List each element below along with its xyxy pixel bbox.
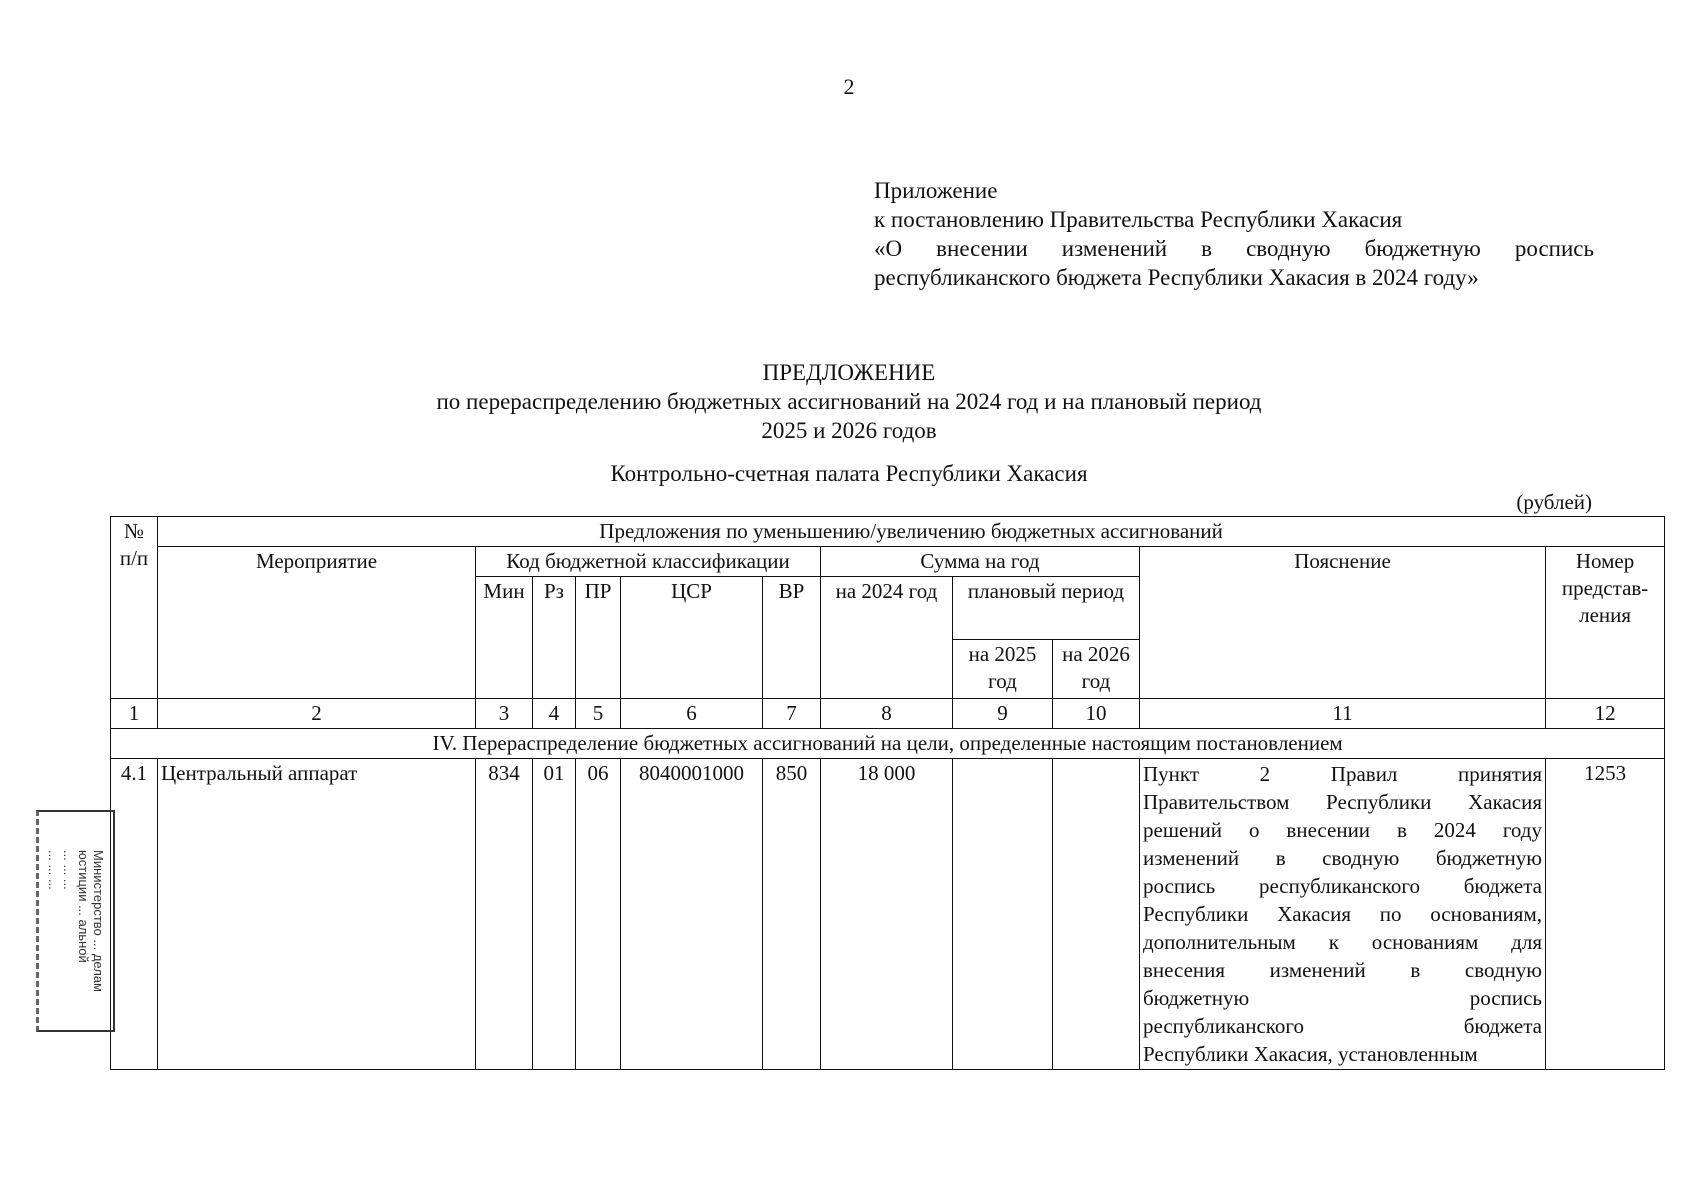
organization-name: Контрольно-счетная палата Республики Хакасия	[610, 461, 1088, 486]
document-title	[0, 358, 1698, 445]
column-numbers-row	[111, 699, 1665, 729]
header-event: Мероприятие	[158, 547, 476, 699]
explanation-line: роспись республиканского бюджета	[1143, 874, 1542, 898]
row-event: Центральный аппарат	[158, 759, 476, 1070]
row-sum-2025	[953, 759, 1053, 1070]
row-rz: 01	[533, 759, 576, 1070]
row-sum-2026	[1053, 759, 1140, 1070]
row-sum-2024: 18 000	[821, 759, 953, 1070]
row-vr: 850	[763, 759, 821, 1070]
title-line-1: по перераспределению бюджетных ассигнований на 2024 год и на плановый период	[436, 389, 1262, 414]
col-number: 10	[1053, 699, 1140, 729]
header-csr: ЦСР	[621, 577, 763, 699]
appendix-line-4: республиканского бюджета Республики Хакасия в 2024 году»	[874, 265, 1479, 290]
appendix-block	[874, 176, 1594, 292]
row-number: 1253	[1546, 759, 1665, 1070]
header-code: Код бюджетной классификации	[476, 547, 821, 577]
row-explanation	[1140, 759, 1546, 1070]
explanation-line: решений о внесении в 2024 году	[1143, 818, 1542, 842]
col-number: 7	[763, 699, 821, 729]
header-proposals: Предложения по уменьшению/увеличению бюджетных ассигнований	[158, 517, 1665, 547]
row-num: 4.1	[111, 759, 158, 1070]
explanation-line: изменений в сводную бюджетную	[1143, 846, 1542, 870]
row-csr: 8040001000	[621, 759, 763, 1070]
page-number: 2	[843, 74, 855, 99]
header-min: Мин	[476, 577, 533, 699]
explanation-line: республиканского бюджета	[1143, 1014, 1542, 1038]
allocation-table	[110, 516, 1665, 1070]
title-line-2: 2025 и 2026 годов	[761, 418, 937, 443]
header-explanation: Пояснение	[1140, 547, 1546, 699]
header-num: № п/п	[111, 517, 158, 699]
explanation-line: Пункт 2 Правил принятия	[1143, 762, 1542, 786]
col-number: 3	[476, 699, 533, 729]
explanation-line: Республики Хакасия, установленным	[1143, 1042, 1478, 1066]
appendix-line-3: «О внесении изменений в сводную бюджетную роспись	[874, 236, 1594, 261]
header-pr: ПР	[576, 577, 621, 699]
stamp-text	[46, 850, 106, 992]
col-number: 1	[111, 699, 158, 729]
stamp-line: Министерство ... делам	[91, 850, 107, 992]
col-number: 6	[621, 699, 763, 729]
col-number: 11	[1140, 699, 1546, 729]
header-sum: Сумма на год	[821, 547, 1140, 577]
col-number: 9	[953, 699, 1053, 729]
header-vr: ВР	[763, 577, 821, 699]
explanation-line: Республики Хакасия по основаниям,	[1143, 902, 1542, 926]
stamp-line: ... ... ...	[61, 850, 77, 890]
explanation-line: дополнительным к основаниям для	[1143, 930, 1542, 954]
units-label: (рублей)	[1516, 490, 1592, 514]
appendix-line-1: Приложение	[874, 178, 998, 203]
row-pr: 06	[576, 759, 621, 1070]
header-2025: на 2025 год	[953, 640, 1053, 699]
title-heading: ПРЕДЛОЖЕНИЕ	[762, 360, 936, 385]
ministry-stamp	[36, 810, 115, 1032]
explanation-line: Правительством Республики Хакасия	[1143, 790, 1542, 814]
appendix-line-2: к постановлению Правительства Республики Хакасия	[874, 207, 1403, 232]
col-number: 4	[533, 699, 576, 729]
col-number: 8	[821, 699, 953, 729]
stamp-line: юстиции ... альной	[76, 850, 92, 963]
explanation-line: внесения изменений в сводную	[1143, 958, 1542, 982]
col-number: 2	[158, 699, 476, 729]
stamp-line: ... ... ...	[46, 850, 62, 890]
header-2024: на 2024 год	[821, 577, 953, 699]
section-header: IV. Перераспределение бюджетных ассигнований на цели, определенные настоящим постановлением	[111, 729, 1665, 759]
row-min: 834	[476, 759, 533, 1070]
col-number: 5	[576, 699, 621, 729]
explanation-line: бюджетную роспись	[1143, 986, 1542, 1010]
header-planned: плановый период	[953, 577, 1140, 640]
table-row	[111, 759, 1665, 1070]
header-number: Номер представ-ления	[1546, 547, 1665, 699]
header-2026: на 2026 год	[1053, 640, 1140, 699]
header-rz: Рз	[533, 577, 576, 699]
col-number: 12	[1546, 699, 1665, 729]
